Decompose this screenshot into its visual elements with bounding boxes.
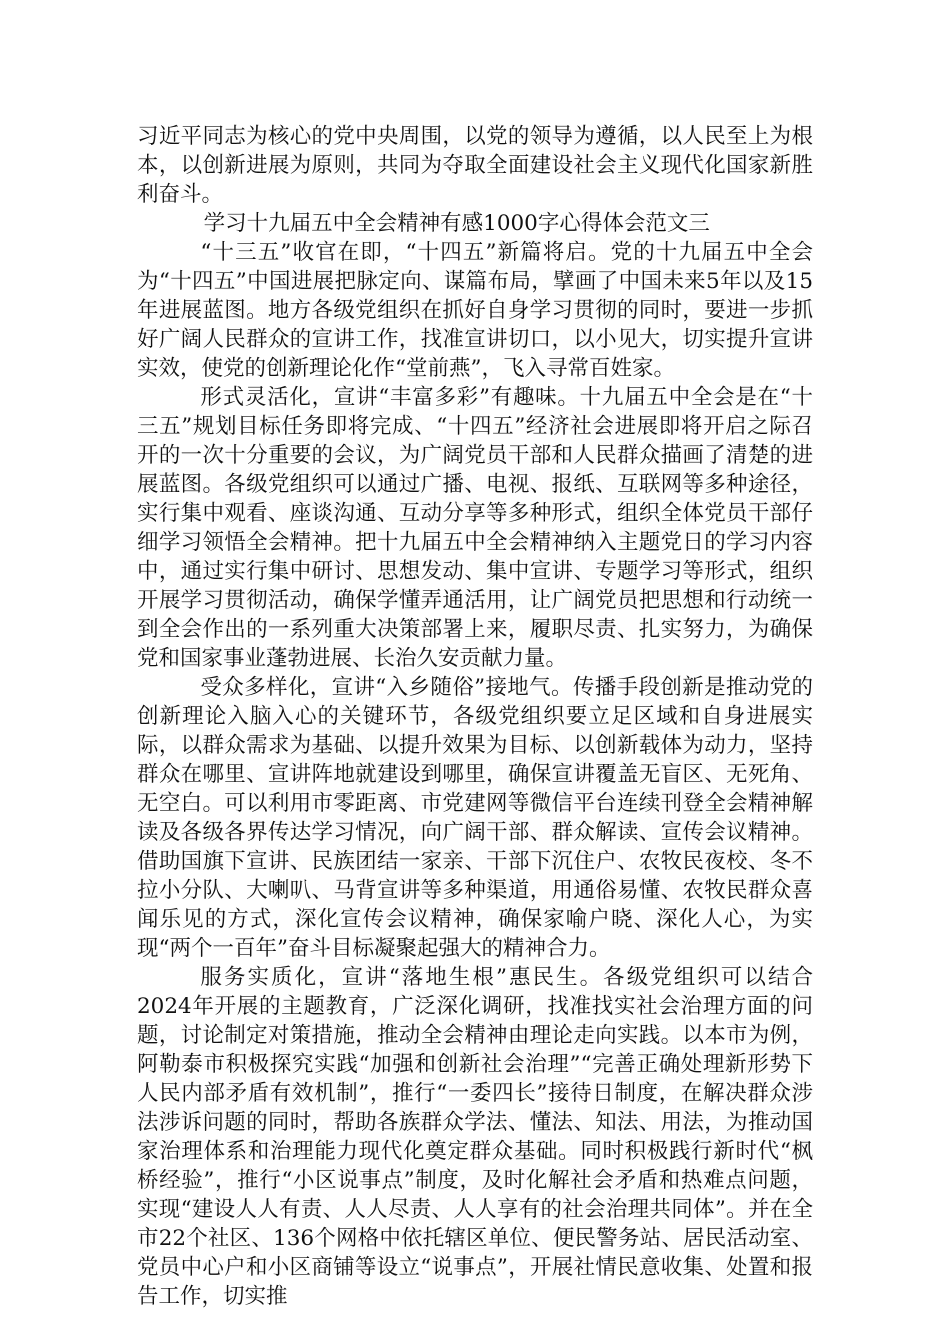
section-title: 学习十九届五中全会精神有感1000字心得体会范文三 [203,211,710,236]
paragraph-intro: “十三五”收官在即，“十四五”新篇将启。党的十九届五中全会为“十四五”中国进展把脉定向、谋篇布局，擘画了中国未来5年以及15年进展蓝图。地方各级党组织在抓好自身学习贯彻的同时，要进一步抓好广阔人民群众的宣讲工作，找准宣讲切口，以小见大，切实提升宣讲实效，使党的创新理论化作“堂前燕”，飞入寻常百姓家。 [137,240,813,381]
paragraph-form: 形式灵活化，宣讲“丰富多彩”有趣味。十九届五中全会是在“十三五”规划目标任务即将完成、“十四五”经济社会进展即将开启之际召开的一次十分重要的会议，为广阔党员干部和人民群众描画了清楚的进展蓝图。各级党组织可以通过广播、电视、报纸、互联网等多种途径，实行集中观看、座谈沟通、互动分享等多种形式，组织全体党员干部仔细学习领悟全会精神。把十九届五中全会精神纳入主题党日的学习内容中，通过实行集中研讨、思想发动、集中宣讲、专题学习等形式，组织开展学习贯彻活动，确保学懂弄通活用，让广阔党员把思想和行动统一到全会作出的一系列重大决策部署上来，履职尽责、扎实努力，为确保党和国家事业蓬勃进展、长治久安贡献力量。 [137,385,813,671]
document-body [137,122,813,1311]
paragraph-audience: 受众多样化，宣讲“入乡随俗”接地气。传播手段创新是推动党的创新理论入脑入心的关键环节，各级党组织要立足区域和自身进展实际，以群众需求为基础、以提升效果为目标、以创新载体为动力，坚持群众在哪里、宣讲阵地就建设到哪里，确保宣讲覆盖无盲区、无死角、无空白。可以利用市零距离、市党建网等微信平台连续刊登全会精神解读及各级各界传达学习情况，向广阔干部、群众解读、宣传会议精神。借助国旗下宣讲、民族团结一家亲、干部下沉住户、农牧民夜校、冬不拉小分队、大喇叭、马背宣讲等多种渠道，用通俗易懂、农牧民群众喜闻乐见的方式，深化宣传会议精神，确保家喻户晓、深化人心，为实现“两个一百年”奋斗目标凝聚起强大的精神合力。 [137,675,813,961]
paragraph-continuation: 习近平同志为核心的党中央周围，以党的领导为遵循，以人民至上为根本，以创新进展为原则，共同为夺取全面建设社会主义现代化国家新胜利奋斗。 [137,124,813,207]
paragraph-service: 服务实质化，宣讲“落地生根”惠民生。各级党组织可以结合2024年开展的主题教育，广泛深化调研，找准找实社会治理方面的问题，讨论制定对策措施，推动全会精神由理论走向实践。以本市为例，阿勒泰市积极探究实践“加强和创新社会治理”“完善正确处理新形势下人民内部矛盾有效机制”，推行“一委四长”接待日制度，在解决群众涉法涉诉问题的同时，帮助各族群众学法、懂法、知法、用法，为推动国家治理体系和治理能力现代化奠定群众基础。同时积极践行新时代“枫桥经验”，推行“小区说事点”制度，及时化解社会矛盾和热难点问题，实现“建设人人有责、人人尽责、人人享有的社会治理共同体”。并在全市22个社区、136个网格中依托辖区单位、便民警务站、居民活动室、党员中心户和小区商铺等设立“说事点”，开展社情民意收集、处置和报告工作，切实推 [137,965,813,1309]
